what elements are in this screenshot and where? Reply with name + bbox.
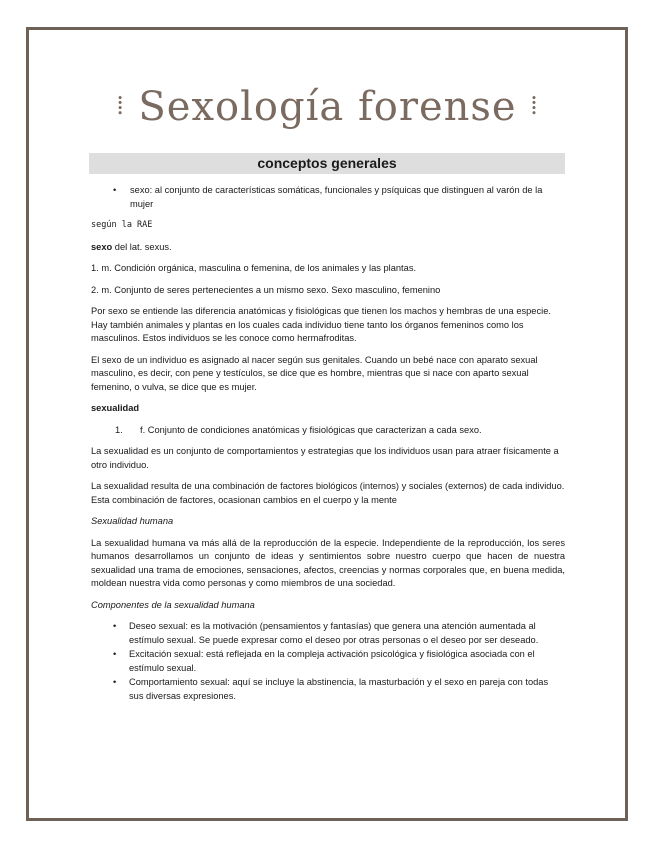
list-item [91,184,565,211]
numbered-item [91,424,565,438]
list-item [91,676,565,703]
componentes-heading: Componentes de la sexualidad humana [91,599,255,610]
sexo-etymology: del lat. sexus. [112,241,172,252]
list-item-text: Excitación sexual: está reflejada en la compleja activación psicológica y fisiológica asociada con el estímulo sexual. [129,649,535,673]
intro-list [91,184,565,211]
sexo-definition [91,241,565,255]
definition-2: 2. m. Conjunto de seres pertenecientes a un mismo sexo. Sexo masculino, femenino [91,284,441,295]
componentes-list [91,620,565,703]
item-text: f. Conjunto de condiciones anatómicas y fisiológicas que caracterizan a cada sexo. [140,424,482,435]
sexualidad-humana-heading: Sexualidad humana [91,516,174,526]
bullet-icon: • [113,649,117,659]
paragraph: El sexo de un individuo es asignado al nacer según sus genitales. Cuando un bebé nace con aparato sexual masculino, es decir, con pene y testículos, se dice que es hombre, mientras que si nace con aparto sexual femenino, o vulva, se dice que es mujer. [91,354,538,392]
list-item-text: Deseo sexual: es la motivación (pensamientos y fantasías) que genera una atención aumentada al estímulo sexual. Se puede expresar como el deseo por otras personas o el deseo por ser deseado. [129,621,539,645]
paragraph: La sexualidad resulta de una combinación de factores biológicos (internos) y sociales (externos) de cada individuo. Esta combinación de factores, ocasionan cambios en el cuerpo y la mente [91,481,565,505]
bullet-icon: • [113,677,117,687]
list-item [91,648,565,675]
list-item [91,620,565,647]
list-item-text: Comportamiento sexual: aquí se incluye la abstinencia, la masturbación y el sexo en pareja con todas sus diversas expresiones. [129,677,549,701]
bullet-icon: • [113,621,117,631]
bullet-icon: • [113,185,117,195]
document-body [91,184,565,711]
item-number: 1. [115,424,123,435]
paragraph: La sexualidad es un conjunto de comportamientos y estrategias que los individuos usan para atraer físicamente a otro individuo. [91,446,559,470]
rae-label: según la RAE [91,220,153,230]
title-ornament-right: ⁞ [530,91,539,121]
page-title [0,84,655,130]
section-heading-band: conceptos generales [89,153,565,174]
paragraph: Por sexo se entiende las diferencia anatómicas y fisiológicas que tienen los machos y hembras de una especie. Hay también animales y plantas en los cuales cada individuo tiene tanto los órganos femeninos como los masculinos. Estos individuos se les conoce como hermafroditas. [91,306,551,343]
list-item-text: sexo: al conjunto de características somáticas, funcionales y psíquicas que distinguen al varón de la mujer [130,185,543,209]
sexualidad-heading: sexualidad [91,403,140,413]
definition-1: 1. m. Condición orgánica, masculina o femenina, de los animales y las plantas. [91,263,417,273]
title-ornament-left: ⁞ [116,91,125,121]
sexo-term: sexo [91,241,113,252]
paragraph: La sexualidad humana va más allá de la reproducción de la especie. Independiente de la reproducción, los seres humanos desarrollamos un conjunto de ideas y sentimientos sobre nuestro cuerpo que hacen de nuestra sexualidad una trama de emociones, sensaciones, afectos, creencias y normas corporales que, en buena medida, moldean nuestra vida como personas y como miembros de una sociedad. [91,537,565,588]
page-title-text: Sexología forense [138,84,517,130]
